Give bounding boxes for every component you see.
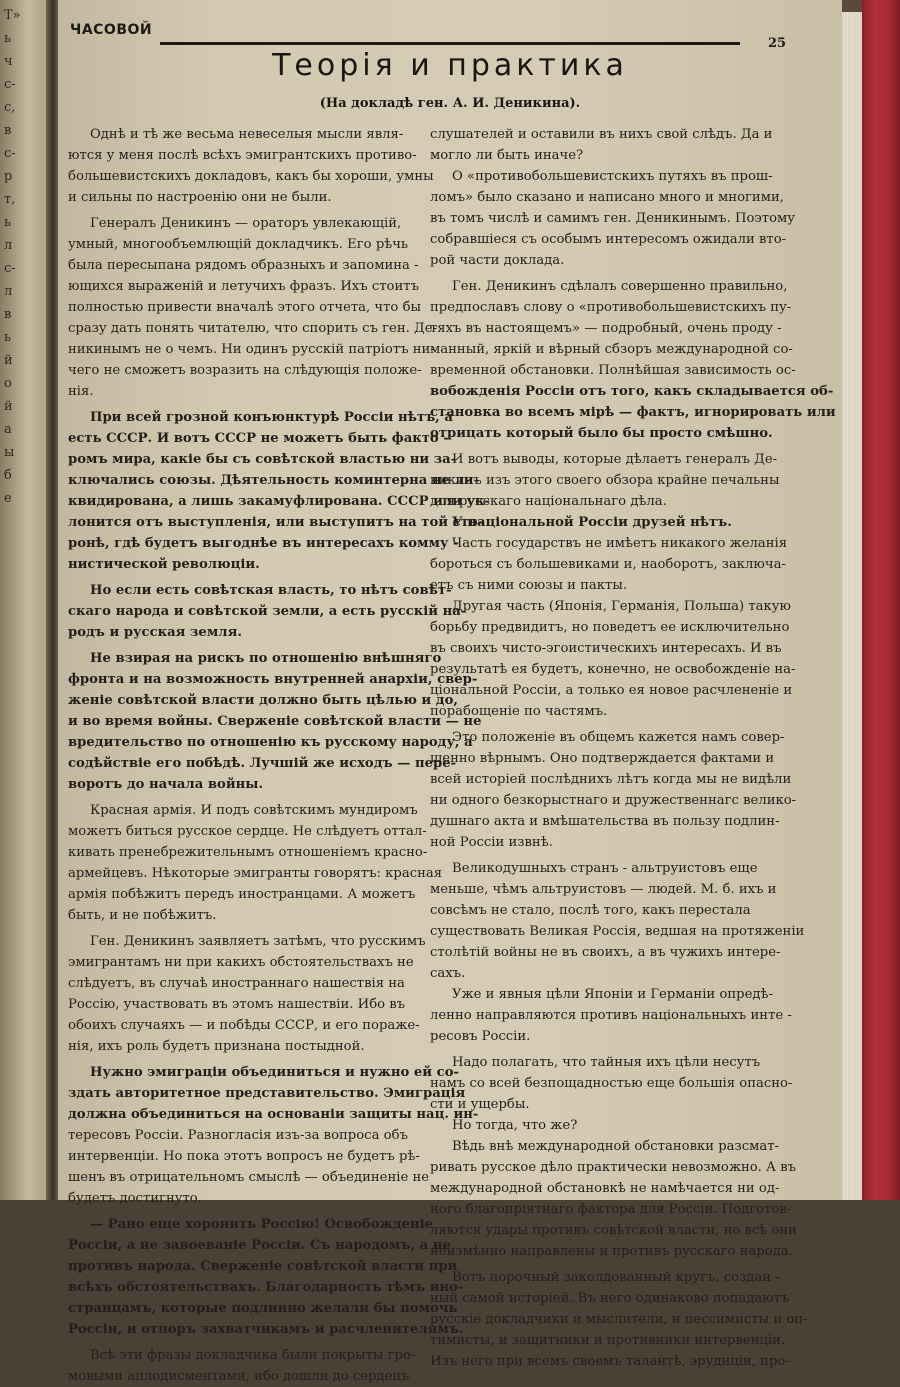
text-line: Вѣдь внѣ международной обстановки разсмат-: [452, 1139, 779, 1154]
text-line: Красная армія. И подъ совѣтскимъ мундиромъ: [90, 803, 418, 818]
text-line: И вотъ выводы, которые дѣлаетъ генералъ Де-: [452, 452, 778, 467]
text-line: порабощеніе по частямъ.: [430, 704, 608, 719]
text-line: слѣдуетъ, въ случаѣ иностраннаго нашествія на: [68, 976, 405, 991]
text-line: ленно направляются противъ національныхъ инте -: [430, 1008, 792, 1023]
text-line: Но если есть совѣтская власть, то нѣтъ совѣт-: [90, 583, 452, 598]
text-line: международной обстановкѣ не намѣчается ни од-: [430, 1181, 780, 1196]
text-line: сти и ущербы.: [430, 1097, 530, 1112]
text-line: никинымъ не о чемъ. Ни одинъ русскій патріотъ ни-: [68, 342, 435, 357]
text-line: воротъ до начала войны.: [68, 777, 264, 792]
text-line: вобожденія Россіи отъ того, какъ складывается об-: [430, 384, 834, 399]
text-line: временной обстановки. Полнѣйшая зависимость ос-: [430, 363, 796, 378]
text-line: собравшіеся съ особымъ интересомъ ожидали вто-: [430, 232, 787, 247]
text-line: быть, и не побѣжитъ.: [68, 908, 217, 923]
text-line: всѣхъ обстоятельствахъ. Благодарность тѣмъ ино-: [68, 1280, 464, 1295]
text-line: манный, яркій и вѣрный сбзоръ международной со-: [430, 342, 793, 357]
text-line: Россіи, а не завоеваніе Россіи. Съ народомъ, а не: [68, 1238, 451, 1253]
text-line: Россіи, и отпоръ захватчикамъ и расчленителямъ.: [68, 1322, 464, 1337]
text-line: умный, многообъемлющій докладчикъ. Его рѣчь: [68, 237, 409, 252]
text-line: бороться съ большевиками и, наоборотъ, заключа-: [430, 557, 786, 572]
text-line: Надо полагать, что тайныя ихъ цѣли несутъ: [452, 1055, 761, 1070]
text-line: Всѣ эти фразы докладчика были покрыты гро-: [90, 1348, 416, 1363]
text-line: обоихъ случаяхъ — и побѣды СССР, и его пораже-: [68, 1018, 420, 1033]
article-subtitle: (На докладѣ ген. А. И. Деникина).: [319, 96, 581, 111]
text-line: ной Россіи извнѣ.: [430, 835, 553, 850]
text-line: будетъ достигнуто.: [68, 1191, 202, 1206]
text-line: шенъ въ отрицательномъ смыслѣ — объединеніе не: [68, 1170, 430, 1185]
text-line: Ген. Деникинъ заявляетъ затѣмъ, что русскимъ: [90, 934, 426, 949]
text-line: была пересыпана рядомъ образныхъ и запомина -: [68, 258, 419, 273]
text-line: всей исторіей послѣднихъ лѣтъ когда мы не видѣли: [430, 772, 792, 787]
text-line: нистической революціи.: [68, 557, 260, 572]
prev-page-fragment: е: [4, 491, 12, 506]
prev-page-fragment: ь: [4, 330, 12, 345]
text-line: русскіе докладчики и мыслители, и пессимисты и оп-: [430, 1312, 808, 1327]
text-line: есть СССР. И вотъ СССР не можетъ быть факто -: [68, 431, 449, 446]
prev-page-fragment: с-: [4, 77, 16, 92]
text-line: ющихся выраженій и летучихъ фразъ. Ихъ стоитъ: [68, 279, 419, 294]
text-line: родъ и русская земля.: [68, 625, 242, 640]
text-line: можетъ биться русское сердце. Не слѣдуетъ оттал-: [68, 824, 427, 839]
text-line: ного благопріятнаго фактора для Россіи. Подготов-: [430, 1202, 792, 1217]
text-line: ляются удары противъ совѣтской власти, но всѣ они: [430, 1223, 797, 1238]
prev-page-fragment: р: [4, 169, 13, 184]
text-line: интервенціи. Но пока этотъ вопросъ не будетъ рѣ-: [68, 1149, 420, 1164]
text-line: неизмѣнно направлены и противъ русскаго народа.: [430, 1244, 793, 1259]
prev-page-fragment: ч: [4, 54, 13, 69]
text-line: тяхъ въ настоящемъ» — подробный, очень проду -: [430, 321, 782, 336]
running-title: ЧАСОВОЙ: [70, 22, 153, 38]
text-line: Другая часть (Японія, Германія, Польша) такую: [452, 599, 791, 614]
text-line: ронѣ, гдѣ будетъ выгоднѣе въ интересахъ комму -: [68, 536, 459, 551]
text-line: квидирована, а лишь закамуфлирована. СССР или ук-: [68, 494, 490, 509]
text-line: ни одного безкорыстнаго и дружественнагс велико-: [430, 793, 797, 808]
text-line: отрицать который было бы просто смѣшно.: [430, 426, 773, 441]
prev-page-fragment: о: [4, 376, 12, 391]
text-line: предпославъ слову о «противобольшевистскихъ пу-: [430, 300, 792, 315]
book-page-edges: [842, 10, 862, 1200]
text-line: Не взирая на рискъ по отношенію внѣшняго: [90, 651, 442, 666]
prev-page-fragment: ь: [4, 31, 12, 46]
text-line: здать авторитетное представительство. Эмиграція: [68, 1086, 466, 1101]
text-line: ресовъ Россіи.: [430, 1029, 531, 1044]
text-line: мовыми аплодисментами, ибо дошли до сердецъ: [68, 1369, 410, 1384]
text-line: Россію, участвовать въ этомъ нашествіи. Ибо въ: [68, 997, 406, 1012]
text-line: нія.: [68, 384, 94, 399]
text-line: ломъ» было сказано и написано много и многими,: [430, 190, 784, 205]
text-line: О «противобольшевистскихъ путяхъ въ прош-: [452, 169, 773, 184]
prev-page-fragment: й: [4, 353, 13, 368]
text-line: Часть государствъ не имѣетъ никакого желанія: [452, 536, 788, 551]
text-line: — Рано еще хоронить Россію! Освобожденіе: [90, 1217, 434, 1232]
text-line: совсѣмъ не стало, послѣ того, какъ перестала: [430, 903, 751, 918]
page-number: 25: [768, 36, 787, 51]
text-line: Генералъ Деникинъ — ораторъ увлекающій,: [90, 216, 402, 231]
text-line: фронта и на возможность внутренней анархіи, свер-: [68, 672, 478, 687]
magazine-page: [58, 0, 842, 1384]
text-line: рой части доклада.: [430, 253, 565, 268]
text-line: полностью привести вначалѣ этого отчета, что бы: [68, 300, 422, 315]
text-line: Но тогда, что же?: [452, 1118, 578, 1133]
prev-page-fragment: с-: [4, 146, 16, 161]
prev-page-fragment: с,: [4, 100, 16, 115]
text-line: въ томъ числѣ и самимъ ген. Деникинымъ. Поэтому: [430, 211, 796, 226]
header-rule: [160, 42, 740, 45]
text-line: душнаго акта и вмѣшательства въ пользу подлин-: [430, 814, 780, 829]
text-line: эмигрантамъ ни при какихъ обстоятельствахъ не: [68, 955, 414, 970]
text-line: Однѣ и тѣ же весьма невеселыя мысли явля-: [90, 127, 404, 142]
text-line: въ своихъ чисто-эгоистическихъ интересахъ. И въ: [430, 641, 782, 656]
text-line: сразу дать понять читателю, что спорить съ ген. Де-: [68, 321, 437, 336]
text-line: Нужно эмиграціи объединиться и нужно ей со-: [90, 1065, 459, 1080]
text-line: чего не сможетъ возразить на слѣдующія положе-: [68, 363, 422, 378]
prev-page-fragment: а: [4, 422, 12, 437]
text-line: ціональной Россіи, а только ея новое расчлененіе и: [430, 683, 793, 698]
text-line: У національной Россіи друзей нѣтъ.: [452, 515, 732, 530]
text-line: женіе совѣтской власти должно быть цѣлью и до,: [68, 693, 458, 708]
text-line: и сильны по настроенію они не были.: [68, 190, 332, 205]
text-line: должна объединиться на основаніи защиты нац. ин-: [68, 1107, 479, 1122]
prev-page-fragment: л: [4, 284, 13, 299]
text-line: слушателей и оставили въ нихъ свой слѣдъ. Да и: [430, 127, 773, 142]
text-line: ривать русское дѣло практически невозможно. А въ: [430, 1160, 797, 1175]
text-line: ключались союзы. Дѣятельность коминтерна не ли-: [68, 473, 480, 488]
text-line: и во время войны. Сверженіе совѣтской власти — не: [68, 714, 482, 729]
text-line: армейцевъ. Нѣкоторые эмигранты говорятъ: красная: [68, 866, 443, 881]
text-line: Ген. Деникинъ сдѣлалъ совершенно правильно,: [452, 279, 788, 294]
text-line: противъ народа. Сверженіе совѣтской власти при: [68, 1259, 458, 1274]
text-line: меньше, чѣмъ альтруистовъ — людей. М. б. ихъ и: [430, 882, 777, 897]
text-line: Вотъ порочный заколдованный кругъ, создан -: [452, 1270, 780, 1285]
text-line: борьбу предвидитъ, но поведетъ ее исключительно: [430, 620, 790, 635]
text-line: вредительство по отношенію къ русскому народу, а: [68, 735, 473, 750]
article-title: Теорія и практика: [272, 48, 628, 83]
prev-page-fragment: в: [4, 123, 12, 138]
text-line: тересовъ Россіи. Разногласія изъ-за вопроса объ: [68, 1128, 408, 1143]
book-cover-red: [862, 0, 900, 1200]
text-line: странцамъ, которые подлинно желали бы помочь: [68, 1301, 458, 1316]
text-line: армія побѣжитъ передъ иностранцами. А можетъ: [68, 887, 416, 902]
prev-page-fragment: л: [4, 238, 13, 253]
prev-page-fragment: Т»: [4, 8, 21, 23]
text-line: столѣтій войны не въ своихъ, а въ чужихъ интере-: [430, 945, 781, 960]
text-line: результатѣ ея будетъ, конечно, не освобожденіе на-: [430, 662, 796, 677]
text-line: для русскаго національнаго дѣла.: [430, 494, 667, 509]
text-line: могло ли быть иначе?: [430, 148, 584, 163]
text-line: существовать Великая Россія, ведшая на протяженіи: [430, 924, 805, 939]
previous-page-edge: [0, 0, 52, 1200]
prev-page-fragment: ь: [4, 215, 12, 230]
prev-page-fragment: й: [4, 399, 13, 414]
text-line: содѣйствіе его побѣдѣ. Лучшій же исходъ — пере-: [68, 756, 457, 771]
text-line: тимисты, и защитники и противники интервенціи.: [430, 1333, 786, 1348]
prev-page-fragment: б: [4, 468, 12, 483]
text-line: Это положеніе въ общемъ кажется намъ совер-: [452, 730, 785, 745]
prev-page-fragment: с-: [4, 261, 16, 276]
text-line: При всей грозной конъюнктурѣ Россіи нѣтъ, а: [90, 410, 453, 425]
text-line: сахъ.: [430, 966, 466, 981]
text-line: намъ со всей безпощадностью еще большія опасно-: [430, 1076, 793, 1091]
text-line: Уже и явныя цѣли Японіи и Германіи опредѣ-: [452, 987, 773, 1002]
text-line: ромъ мира, какіе бы съ совѣтской властью ни за-: [68, 452, 457, 467]
text-line: Великодушныхъ странъ - альтруистовъ еще: [452, 861, 758, 876]
text-line: ный самой исторіей. Въ него одинаково попадаютъ: [430, 1291, 790, 1306]
text-line: Изъ него при всемъ своемъ талантѣ, эрудиціи, про-: [430, 1354, 790, 1369]
text-line: ются у меня послѣ всѣхъ эмигрантскихъ противо-: [68, 148, 417, 163]
text-line: скаго народа и совѣтской земли, а есть русскій на-: [68, 604, 467, 619]
text-line: шенно вѣрнымъ. Оно подтверждается фактами и: [430, 751, 775, 766]
prev-page-fragment: ы: [4, 445, 15, 460]
prev-page-fragment: т,: [4, 192, 16, 207]
text-line: етъ съ ними союзы и пакты.: [430, 578, 628, 593]
text-line: нія, ихъ роль будетъ признана постыдной.: [68, 1039, 365, 1054]
text-line: становка во всемъ мірѣ — фактъ, игнорировать или: [430, 405, 836, 420]
right-column: [430, 124, 836, 1372]
text-line: кивать пренебрежительнымъ отношеніемъ красно-: [68, 845, 428, 860]
prev-page-fragment: в: [4, 307, 12, 322]
text-line: лонится отъ выступленія, или выступитъ на той сто-: [68, 515, 484, 530]
text-line: никинъ изъ этого своего обзора крайне печальны: [430, 473, 780, 488]
text-line: большевистскихъ докладовъ, какъ бы хороши, умны: [68, 169, 434, 184]
